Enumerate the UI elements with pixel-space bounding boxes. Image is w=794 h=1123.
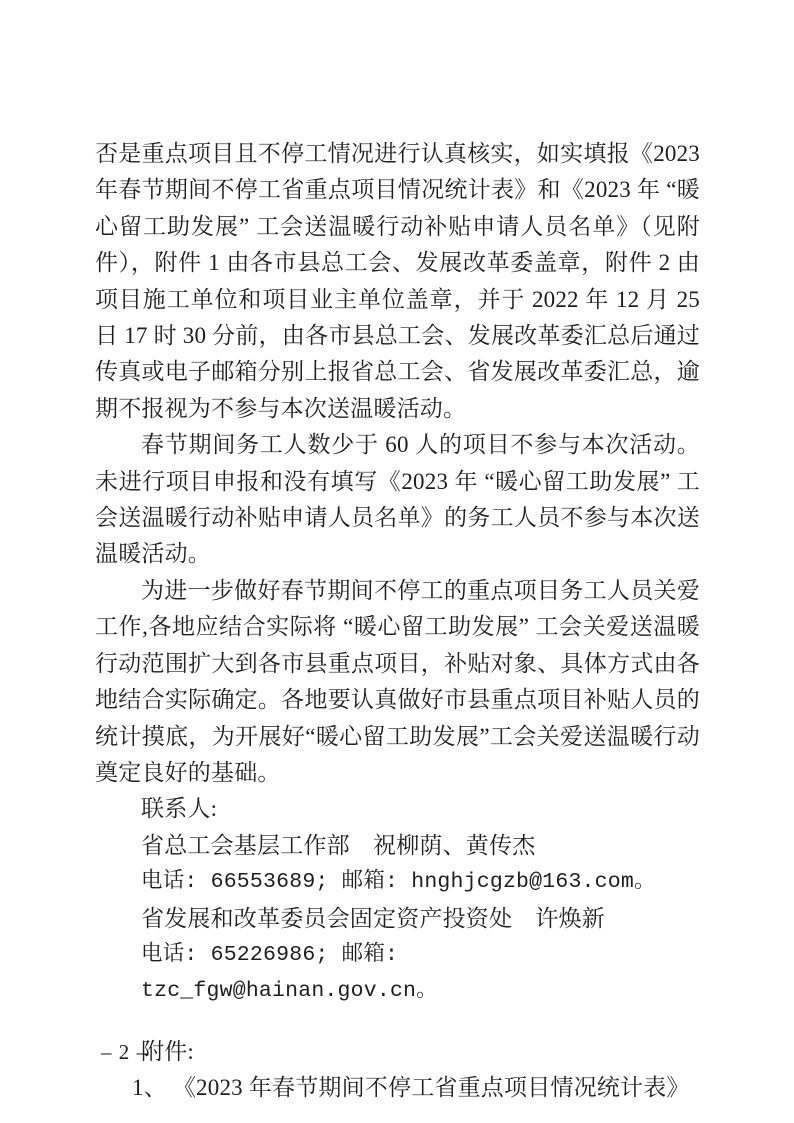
document-body — [95, 136, 700, 1107]
contact-unit-2: 省发展和改革委员会固定资产投资处 许焕新 — [141, 905, 605, 931]
contact-phone-email-2: 电话: 65226986; 邮箱: tzc_fgw@hainan.gov.cn。 — [141, 942, 438, 1004]
attachment-item-1: 1、 《2023 年春节期间不停工省重点项目情况统计表》 — [132, 1075, 690, 1101]
body-paragraph-3: 为进一步做好春节期间不停工的重点项目务工人员关爱工作,各地应结合实际将 “暖心留工助发展” 工会关爱送温暖行动范围扩大到各市县重点项目，补贴对象、具体方式由各地结合实际确定。各地要认真做好市县重点项目补贴人员的统计摸底，为开展好“暖心留工助发展”工会关爱送温暖行动奠定良好的基础。 — [95, 577, 700, 785]
body-paragraph-2: 春节期间务工人数少于 60 人的项目不参与本次活动。未进行项目申报和没有填写《2023 年 “暖心留工助发展” 工会送温暖行动补贴申请人员名单》的务工人员不参与本次送温暖活动。 — [95, 432, 700, 567]
section-gap — [95, 1010, 700, 1034]
body-paragraph-1: 否是重点项目且不停工情况进行认真核实，如实填报《2023 年春节期间不停工省重点项目情况统计表》和《2023 年 “暖心留工助发展” 工会送温暖行动补贴申请人员名单》（见附件），附件 1 由各市县总工会、发展改革委盖章，附件 2 由项目施工单位和项目业主单位盖章，并于 2022 年 12 月 25 日 17 时 30 分前，由各市县总工会、发展改革委汇总后通过传真或电子邮箱分别上报省总工会、省发展改革委汇总，逾期不报视为不参与本次送温暖活动。 — [95, 141, 700, 421]
contact-phone-email-1: 电话: 66553689; 邮箱: hnghjcgzb@163.com。 — [141, 870, 656, 895]
attachments-label: 附件: — [141, 1038, 194, 1064]
page-number: – 2 – — [101, 1040, 148, 1064]
contact-unit-1: 省总工会基层工作部 祝柳荫、黄传杰 — [141, 832, 536, 858]
contacts-label: 联系人: — [141, 796, 218, 822]
